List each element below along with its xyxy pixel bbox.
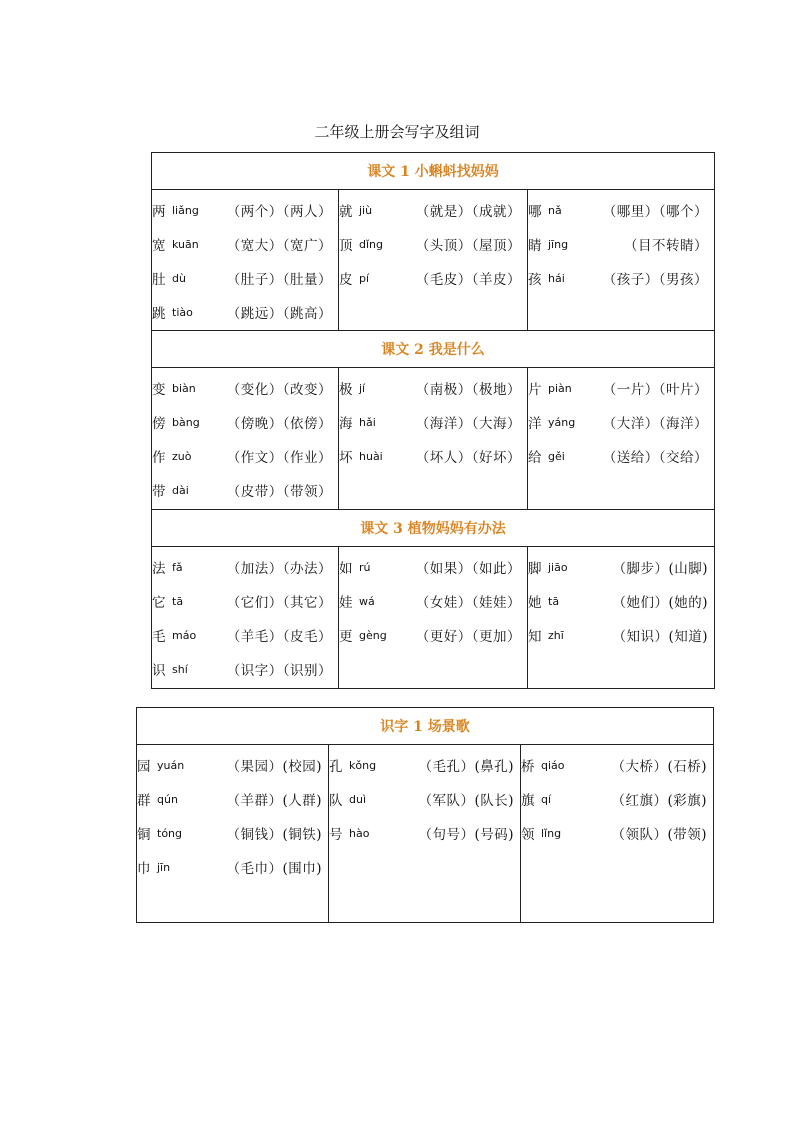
character: 洋 (528, 416, 542, 432)
word-entry (521, 782, 713, 816)
pinyin: nǎ (548, 203, 562, 217)
character: 群 (137, 793, 151, 809)
pinyin: jí (359, 381, 366, 395)
word-group: （羊毛）（皮毛） (226, 629, 332, 645)
word-entry (152, 193, 338, 227)
pinyin: qún (157, 792, 178, 806)
pinyin: yáng (548, 415, 576, 429)
word-group: （毛皮）（羊皮） (415, 272, 521, 288)
character: 娃 (339, 595, 353, 611)
character: 法 (152, 561, 166, 577)
word-group: （海洋）（大海） (415, 416, 521, 432)
word-entry (152, 618, 338, 652)
pinyin: duì (349, 792, 367, 806)
character: 海 (339, 416, 353, 432)
word-column (339, 368, 528, 510)
lesson-body (152, 547, 714, 689)
pinyin: máo (172, 628, 197, 642)
character: 脚 (528, 561, 542, 577)
word-group: （如果）（如此） (415, 561, 521, 577)
character: 两 (152, 204, 166, 220)
character: 肚 (152, 272, 166, 288)
word-entry (339, 584, 527, 618)
character: 作 (152, 450, 166, 466)
character: 顶 (339, 238, 353, 254)
lesson-table-1 (151, 152, 715, 331)
pinyin: jiù (359, 203, 373, 217)
pinyin: gěi (548, 449, 565, 463)
pinyin: qiáo (541, 758, 565, 772)
word-group: （它们）（其它） (226, 595, 332, 611)
pinyin: rú (359, 560, 371, 574)
character: 识 (152, 663, 166, 679)
pinyin: dǐng (359, 237, 383, 251)
word-group: （宽大）（宽广） (226, 238, 332, 254)
word-column (528, 190, 714, 331)
word-entry (528, 371, 714, 405)
word-column (329, 745, 521, 923)
word-group: （变化）（改变） (226, 382, 332, 398)
word-group: （脚步）(山脚) (612, 561, 708, 577)
word-group: （头顶）（屋顶） (415, 238, 521, 254)
word-group: （傍晚）（依傍） (226, 416, 332, 432)
word-entry (528, 584, 714, 618)
word-group: （跳远）（跳高） (226, 306, 332, 322)
character: 号 (329, 827, 343, 843)
word-entry (339, 261, 527, 295)
word-entry (521, 748, 713, 782)
word-entry (528, 550, 714, 584)
character: 片 (528, 382, 542, 398)
pinyin: lǐng (541, 826, 562, 840)
word-column (528, 368, 714, 510)
word-entry (137, 782, 328, 816)
word-column (152, 368, 339, 510)
word-group: （一片）（叶片） (602, 382, 708, 398)
character: 它 (152, 595, 166, 611)
word-entry (339, 618, 527, 652)
word-group: （两个）（两人） (226, 204, 332, 220)
lesson-header: 课文 1 小蝌蚪找妈妈 (152, 153, 714, 190)
pinyin: jiāo (548, 560, 568, 574)
word-group: （果园）(校园) (226, 759, 322, 775)
character: 毛 (152, 629, 166, 645)
word-column (521, 745, 713, 923)
word-group: （目不转睛） (624, 238, 708, 254)
pinyin: piàn (548, 381, 572, 395)
word-group: （句号）(号码) (418, 827, 514, 843)
character: 园 (137, 759, 151, 775)
pinyin: pí (359, 271, 370, 285)
pinyin: dù (172, 271, 186, 285)
character: 带 (152, 484, 166, 500)
word-entry (329, 816, 520, 850)
pinyin: tā (172, 594, 184, 608)
character: 旗 (521, 793, 535, 809)
word-group: （坏人）（好坏） (415, 450, 521, 466)
word-entry (329, 782, 520, 816)
page-title: 二年级上册会写字及组词 (314, 123, 480, 141)
character: 皮 (339, 272, 353, 288)
word-entry (152, 371, 338, 405)
word-group: （孩子）（男孩） (602, 272, 708, 288)
word-group: （大洋）（海洋） (602, 416, 708, 432)
word-entry (528, 618, 714, 652)
character: 就 (339, 204, 353, 220)
character: 坏 (339, 450, 353, 466)
word-group: （送给）（交给） (602, 450, 708, 466)
word-group: （毛孔）(鼻孔) (418, 759, 514, 775)
pinyin: yuán (157, 758, 185, 772)
pinyin: hào (349, 826, 370, 840)
word-entry (152, 261, 338, 295)
word-group: （女娃）（娃娃） (415, 595, 521, 611)
pinyin: dài (172, 483, 189, 497)
word-column (137, 745, 329, 923)
word-group: （知识）(知道) (612, 629, 708, 645)
word-group: （哪里）（哪个） (602, 204, 708, 220)
character: 如 (339, 561, 353, 577)
pinyin: tóng (157, 826, 182, 840)
word-column (152, 190, 339, 331)
lesson-table-2 (151, 330, 715, 510)
word-entry (152, 227, 338, 261)
word-entry (152, 550, 338, 584)
word-entry (329, 748, 520, 782)
character: 极 (339, 382, 353, 398)
word-group: （作文）（作业） (226, 450, 332, 466)
word-entry (528, 439, 714, 473)
character: 睛 (528, 238, 542, 254)
word-group: （更好）（更加） (415, 629, 521, 645)
word-group: （大桥）(石桥) (611, 759, 707, 775)
lesson-table-4 (136, 707, 714, 923)
character: 队 (329, 793, 343, 809)
word-group: （就是）（成就） (415, 204, 521, 220)
pinyin: biàn (172, 381, 196, 395)
word-group: （加法）（办法） (226, 561, 332, 577)
pinyin: hái (548, 271, 565, 285)
pinyin: tā (548, 594, 560, 608)
word-group: （羊群）(人群) (226, 793, 322, 809)
pinyin: zuò (172, 449, 192, 463)
pinyin: qí (541, 792, 552, 806)
character: 更 (339, 629, 353, 645)
character: 孩 (528, 272, 542, 288)
pinyin: zhī (548, 628, 564, 642)
word-column (152, 547, 339, 689)
word-entry (339, 550, 527, 584)
pinyin: tiào (172, 305, 193, 319)
word-group: （她们）(她的) (612, 595, 708, 611)
character: 桥 (521, 759, 535, 775)
word-entry (528, 405, 714, 439)
word-column (528, 547, 714, 689)
character: 铜 (137, 827, 151, 843)
word-entry (137, 816, 328, 850)
character: 巾 (137, 861, 151, 877)
character: 她 (528, 595, 542, 611)
character: 领 (521, 827, 535, 843)
character: 哪 (528, 204, 542, 220)
lesson-table-3 (151, 509, 715, 689)
character: 给 (528, 450, 542, 466)
lesson-header: 识字 1 场景歌 (137, 708, 713, 745)
word-entry (521, 816, 713, 850)
word-group: （军队）(队长) (418, 793, 514, 809)
word-entry (339, 405, 527, 439)
lesson-body (137, 745, 713, 923)
word-entry (152, 295, 338, 329)
word-column (339, 190, 528, 331)
character: 孔 (329, 759, 343, 775)
pinyin: huài (359, 449, 383, 463)
word-entry (339, 371, 527, 405)
pinyin: liǎng (172, 203, 199, 217)
word-entry (528, 227, 714, 261)
pinyin: kǒng (349, 758, 377, 772)
word-entry (152, 584, 338, 618)
pinyin: fǎ (172, 560, 183, 574)
character: 变 (152, 382, 166, 398)
lesson-body (152, 368, 714, 510)
pinyin: gèng (359, 628, 387, 642)
word-group: （铜钱）(铜铁) (226, 827, 322, 843)
word-entry (528, 193, 714, 227)
word-entry (339, 193, 527, 227)
character: 知 (528, 629, 542, 645)
word-entry (152, 473, 338, 507)
character: 傍 (152, 416, 166, 432)
word-entry (137, 850, 328, 884)
word-entry (152, 405, 338, 439)
word-group: （领队）(带领) (611, 827, 707, 843)
pinyin: hǎi (359, 415, 376, 429)
pinyin: bàng (172, 415, 200, 429)
word-group: （毛巾）(围巾) (226, 861, 322, 877)
character: 宽 (152, 238, 166, 254)
word-column (339, 547, 528, 689)
pinyin: shí (172, 662, 188, 676)
word-entry (137, 748, 328, 782)
lesson-header: 课文 3 植物妈妈有办法 (152, 510, 714, 547)
pinyin: jīng (548, 237, 569, 251)
lesson-body (152, 190, 714, 331)
word-entry (152, 439, 338, 473)
pinyin: kuān (172, 237, 199, 251)
word-group: （红旗）(彩旗) (611, 793, 707, 809)
word-entry (152, 652, 338, 686)
word-entry (339, 227, 527, 261)
pinyin: jīn (157, 860, 171, 874)
lesson-header: 课文 2 我是什么 (152, 331, 714, 368)
word-group: （南极）（极地） (415, 382, 521, 398)
word-entry (339, 439, 527, 473)
word-group: （肚子）（肚量） (226, 272, 332, 288)
pinyin: wá (359, 594, 375, 608)
word-group: （识字）（识别） (226, 663, 332, 679)
word-entry (528, 261, 714, 295)
character: 跳 (152, 306, 166, 322)
word-group: （皮带）（带领） (226, 484, 332, 500)
